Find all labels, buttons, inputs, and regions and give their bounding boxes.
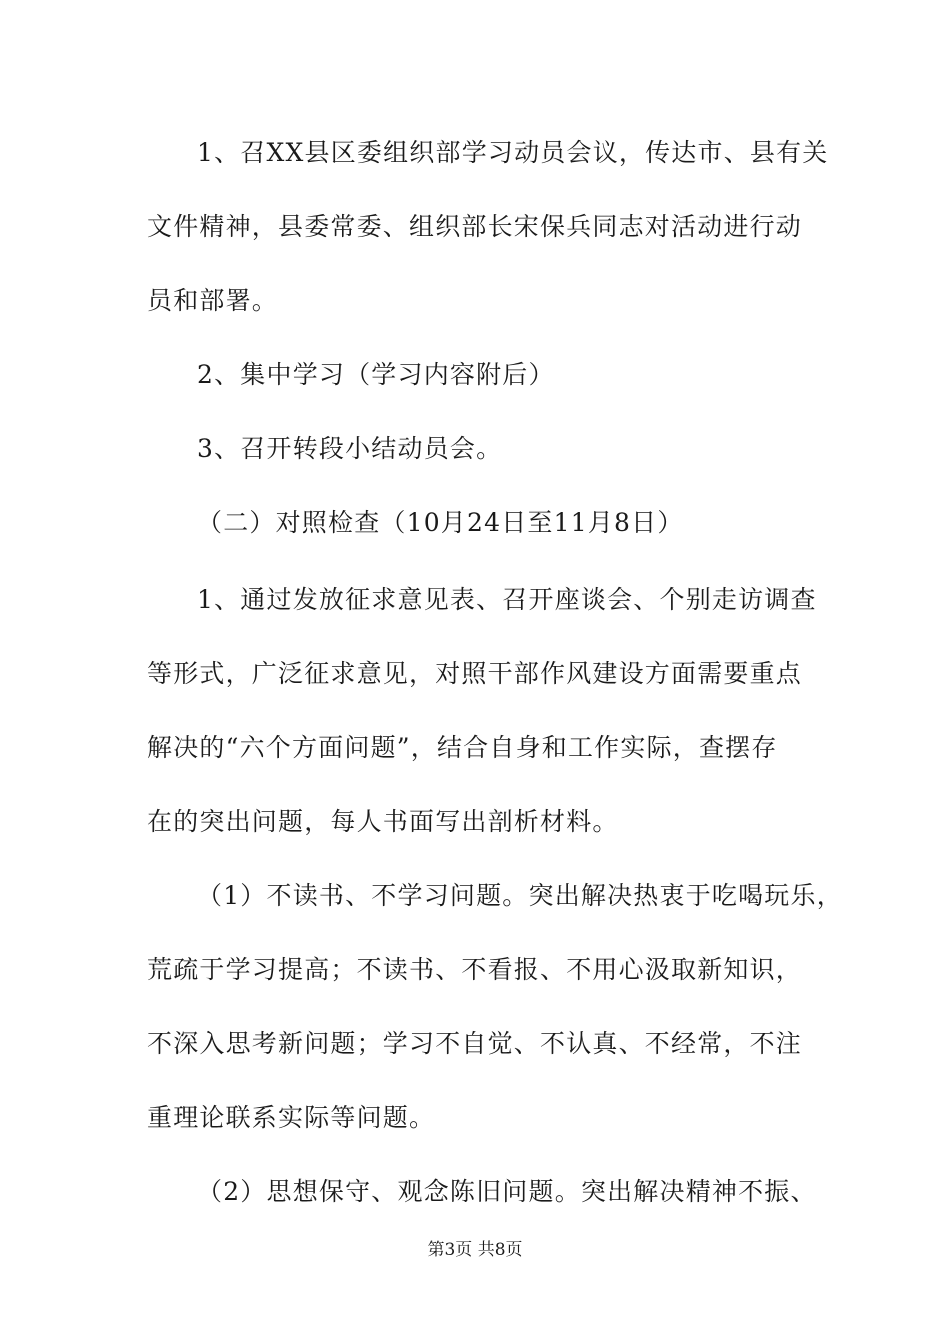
text-line: 重理论联系实际等问题。 <box>147 1103 436 1132</box>
section-heading: （二）对照检查（10月24日至11月8日） <box>197 508 684 537</box>
text-line: 文件精神，县委常委、组织部长宋保兵同志对活动进行动 <box>147 212 803 241</box>
page-number-footer: 第3页 共8页 <box>427 1240 523 1260</box>
text-line: 员和部署。 <box>147 286 279 315</box>
text-line: 2、集中学习（学习内容附后） <box>197 360 555 389</box>
text-line: 等形式，广泛征求意见，对照干部作风建设方面需要重点 <box>147 659 803 688</box>
text-line: （2）思想保守、观念陈旧问题。突出解决精神不振、 <box>197 1177 817 1206</box>
text-line: （1）不读书、不学习问题。突出解决热衷于吃喝玩乐， <box>197 881 843 910</box>
text-line: 1、召XX县区委组织部学习动员会议，传达市、县有关 <box>197 138 829 167</box>
text-line: 1、通过发放征求意见表、召开座谈会、个别走访调查 <box>197 585 817 614</box>
text-line: 3、召开转段小结动员会。 <box>197 434 503 463</box>
text-line: 荒疏于学习提高；不读书、不看报、不用心汲取新知识， <box>147 955 803 984</box>
text-line: 解决的“六个方面问题”，结合自身和工作实际，查摆存 <box>147 733 778 762</box>
text-line: 不深入思考新问题；学习不自觉、不认真、不经常，不注 <box>147 1029 803 1058</box>
text-line: 在的突出问题，每人书面写出剖析材料。 <box>147 807 619 836</box>
